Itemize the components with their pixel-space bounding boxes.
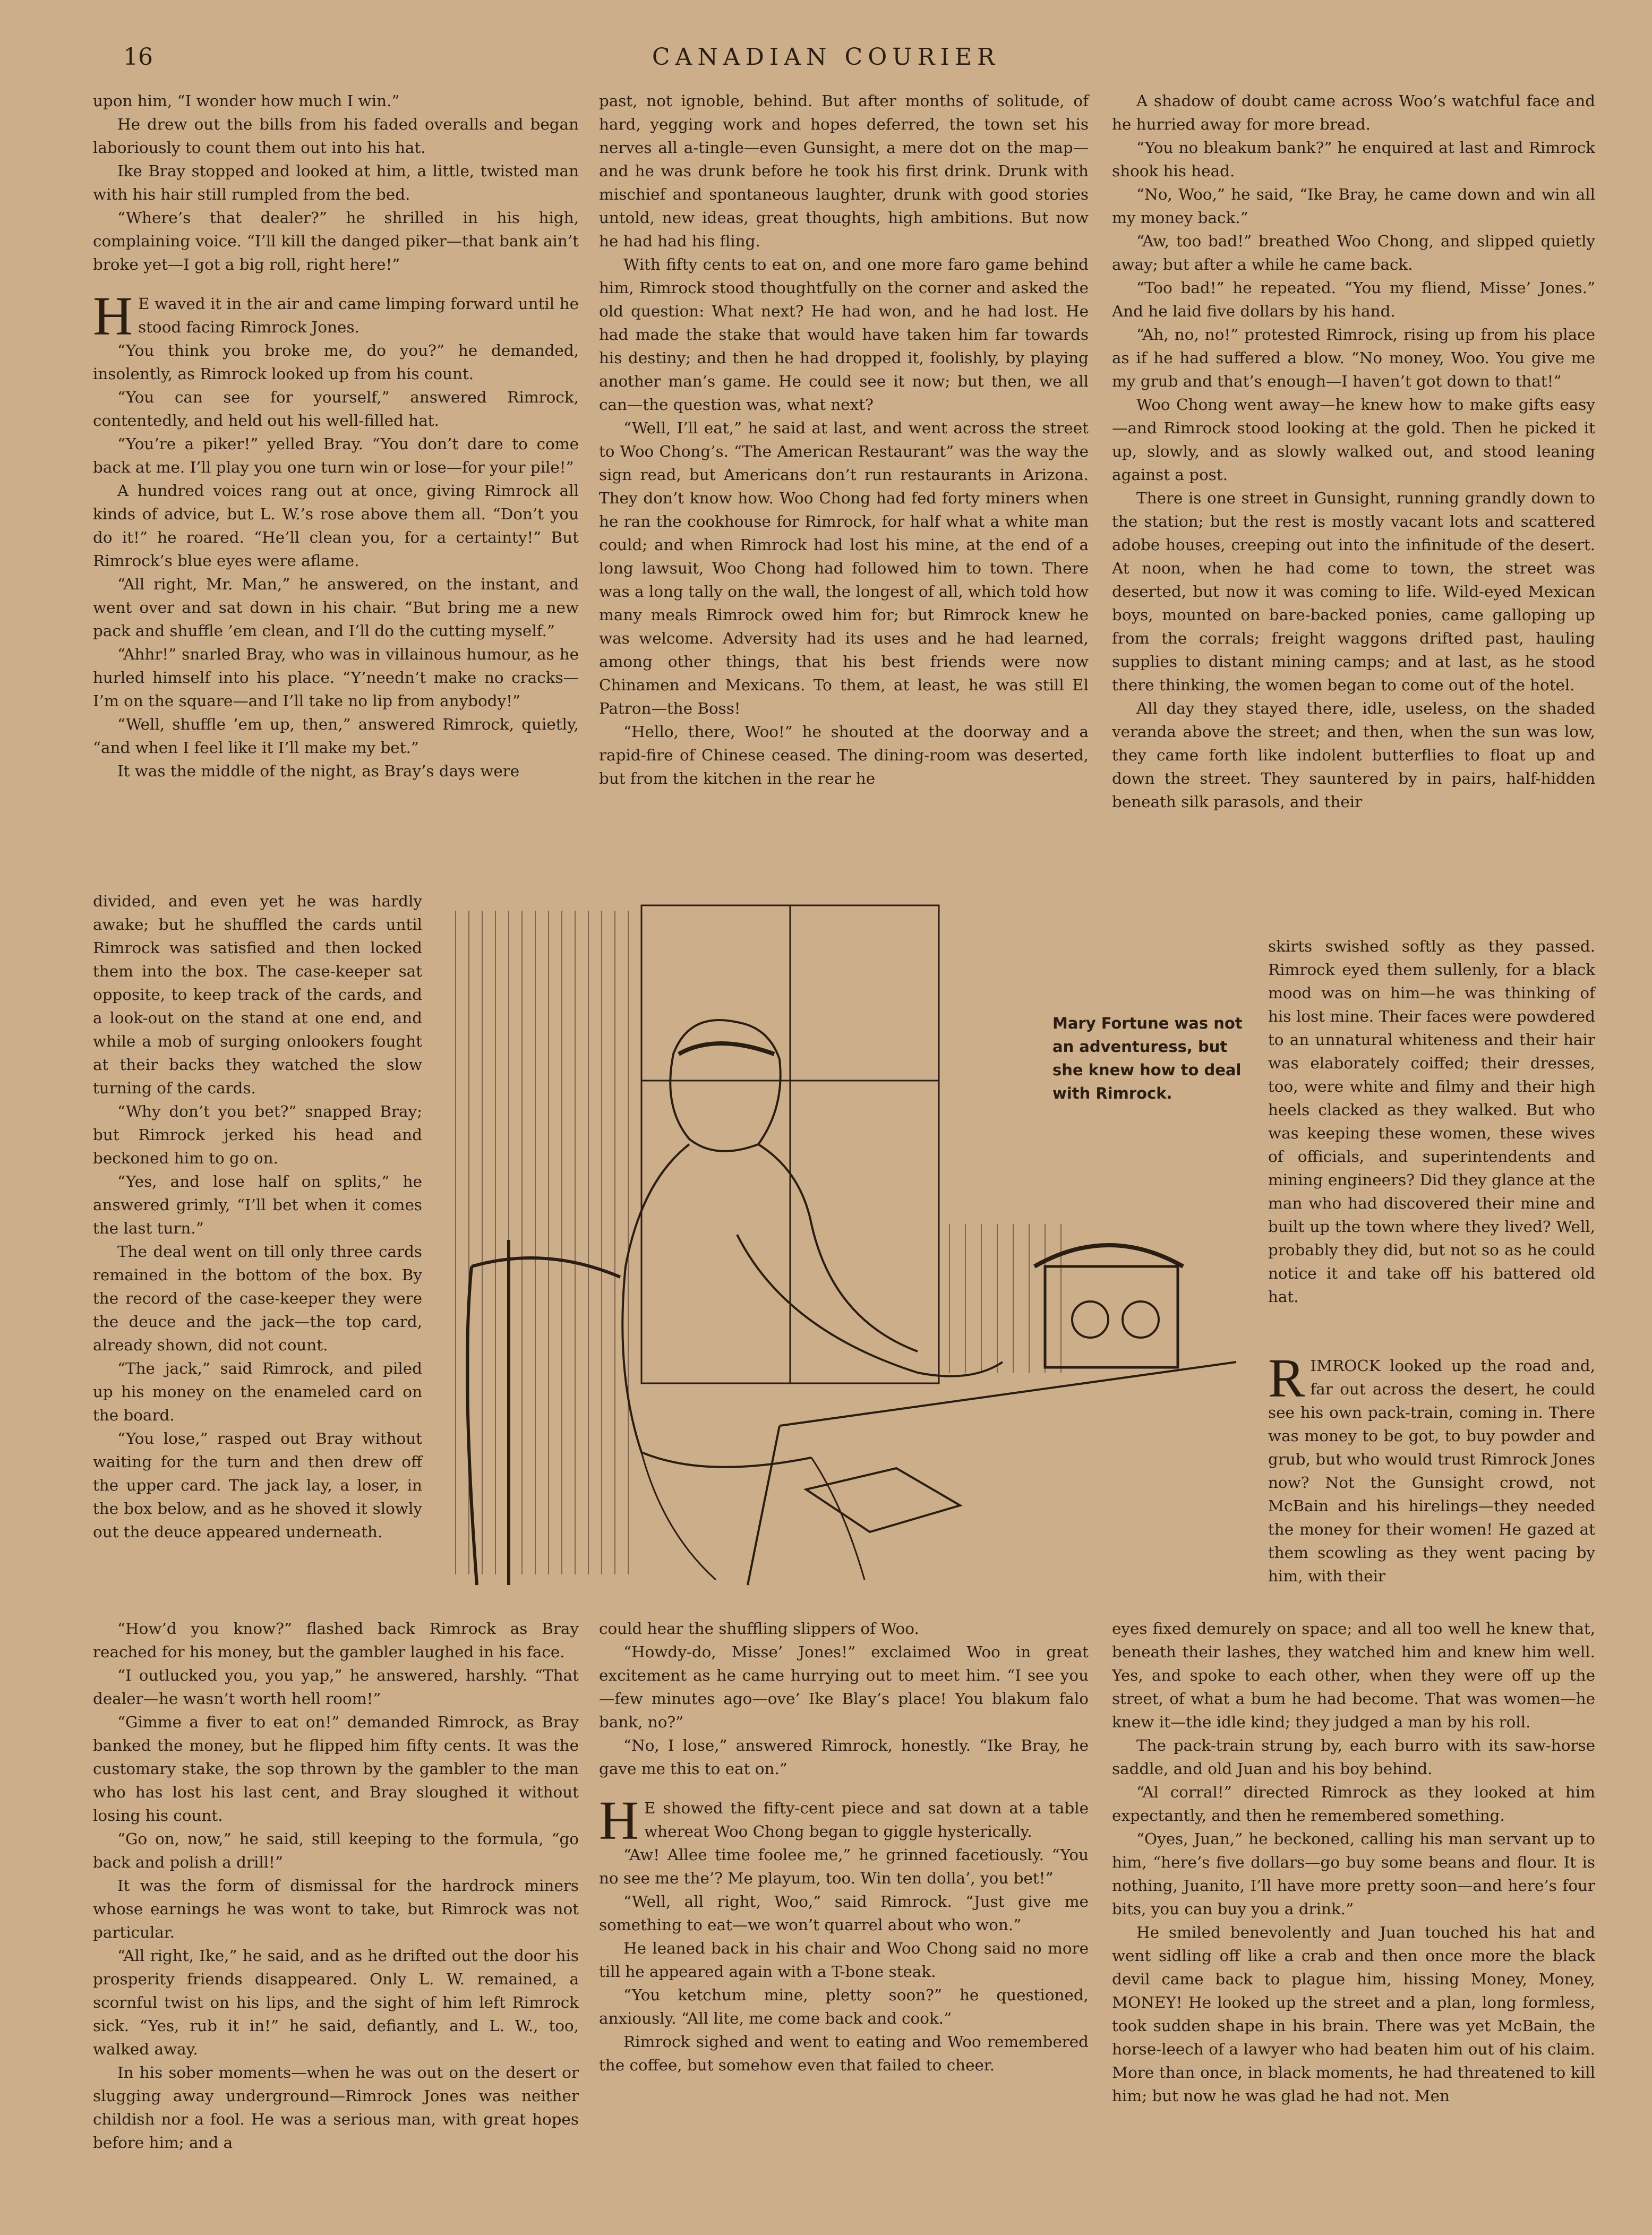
- paragraph: [1112, 486, 1595, 697]
- paragraph-text: “You no bleakum bank?” he enquired at last and Rimrock shook his head.: [1112, 139, 1595, 180]
- column-1-top: [93, 89, 579, 783]
- column-1-wrap: [93, 889, 422, 1544]
- column-2-top: [599, 89, 1089, 790]
- paragraph: [599, 2030, 1089, 2077]
- paragraph-text: All day they stayed there, idle, useless, on the shaded veranda above the street; and then, when the sun was low, they came forth like indolent butterflies to float up and down the street. They sauntered by in pairs, half-hidden beneath silk parasols, and their: [1112, 699, 1595, 811]
- paragraph: [1112, 1780, 1595, 1827]
- paragraph-text: “You can see for yourself,” answered Rimrock, contentedly, and held out his well-filled hat.: [93, 388, 579, 430]
- paragraph: [599, 89, 1089, 253]
- paragraph: [93, 1710, 579, 1827]
- paragraph-text: “Ahhr!” snarled Bray, who was in villainous humour, as he hurled himself into his place. “Y’needn’t make no cracks—I’m on the square—and I’ll take no lip from anybody!”: [93, 645, 579, 710]
- paragraph: [93, 286, 579, 347]
- paragraph: [93, 206, 579, 276]
- drop-cap: H: [93, 286, 133, 347]
- paragraph: [93, 643, 579, 713]
- paragraph: [599, 1983, 1089, 2030]
- paragraph: [93, 1427, 422, 1544]
- paragraph: [93, 2061, 579, 2154]
- paragraph-text: He smiled benevolently and Juan touched his hat and went sidling off like a crab and then once more the black devil came back to plague him, hissing Money, Money, MONEY! He looked up the street and a plan, long formless, took sudden shape in his brain. There was yet McBain, the horse-leech of a lawyer who had beaten him out of his claim. More than once, in black moments, he had threatened to kill him; but now he was glad he had not. Men: [1112, 1923, 1595, 2105]
- column-2-bottom: [599, 1617, 1089, 2077]
- paragraph-text: “I outlucked you, you yap,” he answered, harshly. “That dealer—he wasn’t worth hell room!”: [93, 1666, 579, 1708]
- running-head: CANADIAN COURIER: [652, 44, 1000, 71]
- paragraph-text: He leaned back in his chair and Woo Chong said no more till he appeared again with a T-bone steak.: [599, 1939, 1089, 1981]
- paragraph-text: skirts swished softly as they passed. Rimrock eyed them sullenly, for a black mood was on him—he was thinking of his lost mine. Their faces were powdered to an unnatural whiteness and their hair was elaborately coiffed; their dresses, too, were white and filmy and their high heels clacked as they walked. But who was keeping these women, these wives of officials, and superintendents and mining engineers? Did they glance at the man who had discovered their mine and built up the town where they lived? Well, probably they did, but not so as he could notice it and take off his battered old hat.: [1268, 937, 1595, 1306]
- paragraph-text: upon him, “I wonder how much I win.”: [93, 92, 400, 110]
- paragraph: [1112, 1827, 1595, 1921]
- column-3-top: [1112, 89, 1595, 813]
- paragraph: [599, 1790, 1089, 1851]
- paragraph-text: “You lose,” rasped out Bray without waiting for the turn and then drew off the upper card. The jack lay, a loser, in the box below, and as he shoved it slowly out the deuce appeared underneath.: [93, 1429, 422, 1541]
- paragraph: [93, 1617, 579, 1664]
- column-3-section: [1268, 1348, 1595, 1588]
- paragraph-text: A hundred voices rang out at once, giving Rimrock all kinds of advice, but L. W.’s rose above them all. “Don’t you do it!” he roared. “He’ll clean you, for a certainty!” But Rimrock’s blue eyes were aflame.: [93, 482, 579, 570]
- paragraph-text: “Gimme a fiver to eat on!” demanded Rimrock, as Bray banked the money, but he flipped him fifty cents. It was the customary stake, the sop thrown by the gambler to the man who has lost his last cent, and Bray sloughed it without losing his count.: [93, 1713, 579, 1825]
- paragraph: [599, 253, 1089, 416]
- paragraph-text: The pack-train strung by, each burro with its saw-horse saddle, and old Juan and his boy behind.: [1112, 1736, 1595, 1778]
- paragraph-text: It was the form of dismissal for the hardrock miners whose earnings he was wont to take, but Rimrock was not particular.: [93, 1877, 579, 1941]
- paragraph: [1112, 229, 1595, 276]
- paragraph-text: It was the middle of the night, as Bray’s days were: [117, 762, 520, 780]
- paragraph-text: He drew out the bills from his faded overalls and began laboriously to count them out into his hat.: [93, 115, 579, 157]
- paragraph: [93, 432, 579, 479]
- paragraph: [93, 1240, 422, 1357]
- paragraph: [93, 113, 579, 159]
- paragraph-text: “Aw! Allee time foolee me,” he grinned facetiously. “You no see me the’? Me playum, too. Win ten dolla’, you bet!”: [599, 1846, 1089, 1887]
- page-number: 16: [123, 44, 153, 71]
- paragraph-text: “You’re a piker!” yelled Bray. “You don’t dare to come back at me. I’ll play you one turn win or lose—for your pile!”: [93, 435, 579, 476]
- paragraph-text: “The jack,” said Rimrock, and piled up his money on the enameled card on the board.: [93, 1359, 422, 1424]
- paragraph: [1268, 935, 1595, 1308]
- paragraph-text: IMROCK looked up the road and, far out across the desert, he could see his own pack-train, coming in. There was money to be got, to buy powder and grub, but who would trust Rimrock Jones now? Not the Gunsight crowd, not McBain and his hirelings—they needed the money for their women! He gazed at them scowling as they went pacing by him, with their: [1268, 1357, 1595, 1585]
- paragraph: [599, 416, 1089, 720]
- paragraph-text: “Oyes, Juan,” he beckoned, calling his man servant up to him, “here’s five dollars—go buy some beans and flour. It is nothing, Juanito, I’ll have more pretty soon—and here’s four bits, you can buy you a drink.”: [1112, 1830, 1595, 1918]
- paragraph-text: The deal went on till only three cards remained in the bottom of the box. By the record of the case-keeper they were the deuce and the jack—the top card, already shown, did not count.: [93, 1243, 422, 1354]
- paragraph: [93, 889, 422, 1100]
- paragraph: [93, 713, 579, 759]
- paragraph-text: could hear the shuffling slippers of Woo.: [599, 1620, 919, 1638]
- paragraph: [1112, 89, 1595, 136]
- paragraph: [93, 339, 579, 386]
- column-3-wrap: [1268, 935, 1595, 1308]
- paragraph: [93, 1664, 579, 1710]
- paragraph: [599, 720, 1089, 790]
- paragraph: [1112, 1617, 1595, 1734]
- paragraph: [599, 1640, 1089, 1734]
- paragraph: [93, 386, 579, 432]
- paragraph: [93, 89, 579, 113]
- paragraph: [93, 1944, 579, 2061]
- paragraph: [599, 1734, 1089, 1780]
- paragraph-text: “Aw, too bad!” breathed Woo Chong, and slipped quietly away; but after a while he came back.: [1112, 232, 1595, 273]
- paragraph-text: “Hello, there, Woo!” he shouted at the doorway and a rapid-fire of Chinese ceased. The dining-room was deserted, but from the kitchen in the rear he: [599, 723, 1089, 787]
- paragraph-text: “Ah, no, no!” protested Rimrock, rising up from his place as if he had suffered a blow. “No money, Woo. You give me my grub and that’s enough—I haven’t got down to that!”: [1112, 326, 1595, 390]
- paragraph: [599, 1617, 1089, 1640]
- paragraph-text: “How’d you know?” flashed back Rimrock as Bray reached for his money, but the gambler laughed in his face.: [93, 1620, 579, 1661]
- column-1-bottom: [93, 1617, 579, 2154]
- paragraph: [1112, 183, 1595, 229]
- paragraph-text: E showed the fifty-cent piece and sat down at a table whereat Woo Chong began to giggle hysterically.: [644, 1799, 1089, 1840]
- paragraph-text: “Well, I’ll eat,” he said at last, and went across the street to Woo Chong’s. “The American Restaurant” was the way the sign read, but Americans don’t run restaurants in Arizona. They don’t know how. Woo Chong had fed forty miners when he ran the cookhouse for Rimrock, for half what a white man could; and when Rimrock had lost his mine, at the end of a long lawsuit, Woo Chong had followed him to town. There was a long tally on the wall, the longest of all, which told how many meals Rimrock owed him for; but Rimrock knew he was welcome. Adversity had its uses and he had learned, among other things, that his best friends were now Chinamen and Mexicans. To them, at least, he was still El Patron—the Boss!: [599, 419, 1089, 717]
- paragraph: [93, 1100, 422, 1170]
- paragraph: [1112, 697, 1595, 813]
- paragraph: [93, 1357, 422, 1427]
- paragraph-text: “No, I lose,” answered Rimrock, honestly. “Ike Bray, he gave me this to eat on.”: [599, 1736, 1089, 1778]
- paragraph: [1112, 393, 1595, 486]
- paragraph-text: eyes fixed demurely on space; and all too well he knew that, beneath their lashes, they watched him and knew him well. Yes, and spoke to each other, when they were off up the street, of what a bum he had become. That was women—he knew it—the idle kind; they judged a man by his roll.: [1112, 1620, 1595, 1731]
- paragraph: [1112, 1921, 1595, 2108]
- paragraph: [93, 759, 579, 783]
- paragraph-text: past, not ignoble, behind. But after months of solitude, of hard, yegging work and hopes deferred, the town set his nerves all a-tingle—even Gunsight, a mere dot on the map—and he was drunk before he took his first drink. Drunk with mischief and spontaneous laughter, drunk with good stories untold, new ideas, great thoughts, high ambitions. But now he had had his fling.: [599, 92, 1089, 250]
- paragraph-text: “Yes, and lose half on splits,” he answered grimly, “I’ll bet when it comes the last turn.”: [93, 1172, 422, 1237]
- paragraph-text: In his sober moments—when he was out on the desert or slugging away underground—Rimrock Jones was neither childish nor a fool. He was a serious man, with great hopes before him; and a: [93, 2063, 579, 2152]
- paragraph: [1112, 1734, 1595, 1780]
- paragraph-text: “Too bad!” he repeated. “You my fliend, Misse’ Jones.” And he laid five dollars by his hand.: [1112, 279, 1595, 320]
- paragraph: [599, 1890, 1089, 1937]
- paragraph-text: “No, Woo,” he said, “Ike Bray, he came down and win all my money back.”: [1112, 185, 1595, 227]
- paragraph-text: “Well, all right, Woo,” said Rimrock. “Just give me something to eat—we won’t quarrel about who won.”: [599, 1893, 1089, 1934]
- paragraph: [1112, 276, 1595, 323]
- paragraph: [599, 1937, 1089, 1983]
- paragraph-text: “Why don’t you bet?” snapped Bray; but Rimrock jerked his head and beckoned him to go on.: [93, 1102, 422, 1167]
- paragraph: [1268, 1348, 1595, 1588]
- paragraph-text: “You think you broke me, do you?” he demanded, insolently, as Rimrock looked up from his count.: [93, 341, 579, 383]
- paragraph-text: “You ketchum mine, pletty soon?” he questioned, anxiously. “All lite, me come back and cook.”: [599, 1986, 1089, 2027]
- paragraph-text: “Howdy-do, Misse’ Jones!” exclaimed Woo in great excitement as he came hurrying out to meet him. “I see you—few minutes ago—ove’ Ike Blay’s place! You blakum falo bank, no?”: [599, 1643, 1089, 1731]
- column-3-bottom: [1112, 1617, 1595, 2108]
- paragraph: [599, 1843, 1089, 1890]
- paragraph-text: “All right, Mr. Man,” he answered, on the instant, and went over and sat down in his chair. “But bring me a new pack and shuffle ’em clean, and I’ll do the cutting myself.”: [93, 575, 579, 640]
- paragraph-text: “Go on, now,” he said, still keeping to the formula, “go back and polish a drill!”: [93, 1830, 579, 1871]
- illustration-caption: Mary Fortune was not an adventuress, but she knew how to deal with Rimrock.: [1052, 1014, 1243, 1102]
- paragraph-text: “Where’s that dealer?” he shrilled in his high, complaining voice. “I’ll kill the danged piker—that bank ain’t broke yet—I got a big roll, right here!”: [93, 209, 579, 273]
- paragraph-text: With fifty cents to eat on, and one more faro game behind him, Rimrock stood thoughtfully on the corner and asked the old question: What next? He had won, and he had lost. He had made the stake that would have taken him far towards his destiny; and then he had dropped it, foolishly, by playing another man’s game. He could see it now; but then, we all can—the question was, what next?: [599, 255, 1089, 414]
- paragraph: [1112, 323, 1595, 393]
- paragraph: [93, 1170, 422, 1240]
- paragraph: [93, 479, 579, 572]
- paragraph-text: E waved it in the air and came limping forward until he stood facing Rimrock Jones.: [138, 295, 579, 336]
- paragraph: [1112, 136, 1595, 183]
- engraving-woman-at-typewriter-icon: [440, 895, 1247, 1601]
- paragraph-text: A shadow of doubt came across Woo’s watchful face and he hurried away for more bread.: [1112, 92, 1595, 133]
- paragraph-text: There is one street in Gunsight, running grandly down to the station; but the rest is mostly vacant lots and scattered adobe houses, creeping out into the infinitude of the desert. At noon, when he had come to town, the street was deserted, but now it was coming to life. Wild-eyed Mexican boys, mounted on bare-backed ponies, came galloping up from the corrals; freight waggons drifted past, hauling supplies to distant mining camps; and at last, as he stood there thinking, the women began to come out of the hotel.: [1112, 489, 1595, 694]
- paragraph-text: divided, and even yet he was hardly awake; but he shuffled the cards until Rimrock was satisfied and then locked them into the box. The case-keeper sat opposite, to keep track of the cards, and a look-out on the stand at one end, and while a mob of surging onlookers fought at their backs they watched the slow turning of the cards.: [93, 892, 422, 1097]
- paragraph-text: Rimrock sighed and went to eating and Woo remembered the coffee, but somehow even that failed to cheer.: [599, 2033, 1089, 2074]
- drop-cap: H: [599, 1790, 639, 1851]
- paragraph-text: “Well, shuffle ’em up, then,” answered Rimrock, quietly, “and when I feel like it I’ll make my bet.”: [93, 715, 579, 757]
- paragraph-text: Ike Bray stopped and looked at him, a little, twisted man with his hair still rumpled from the bed.: [93, 162, 579, 203]
- paragraph: [93, 1827, 579, 1874]
- paragraph: [93, 1874, 579, 1944]
- paragraph-text: Woo Chong went away—he knew how to make gifts easy—and Rimrock stood looking at the gold. Then he picked it up, slowly, and as slowly walked out, and stood leaning against a post.: [1112, 396, 1595, 484]
- paragraph-text: “All right, Ike,” he said, and as he drifted out the door his prosperity friends disappeared. Only L. W. remained, a scornful twist on his lips, and the sight of him left Rimrock sick. “Yes, rub it in!” he said, defiantly, and L. W., too, walked away.: [93, 1947, 579, 2058]
- paragraph: [93, 159, 579, 206]
- paragraph-text: “Al corral!” directed Rimrock as they looked at him expectantly, and then he remembered something.: [1112, 1783, 1595, 1825]
- paragraph: [93, 572, 579, 643]
- drop-cap: R: [1268, 1348, 1305, 1409]
